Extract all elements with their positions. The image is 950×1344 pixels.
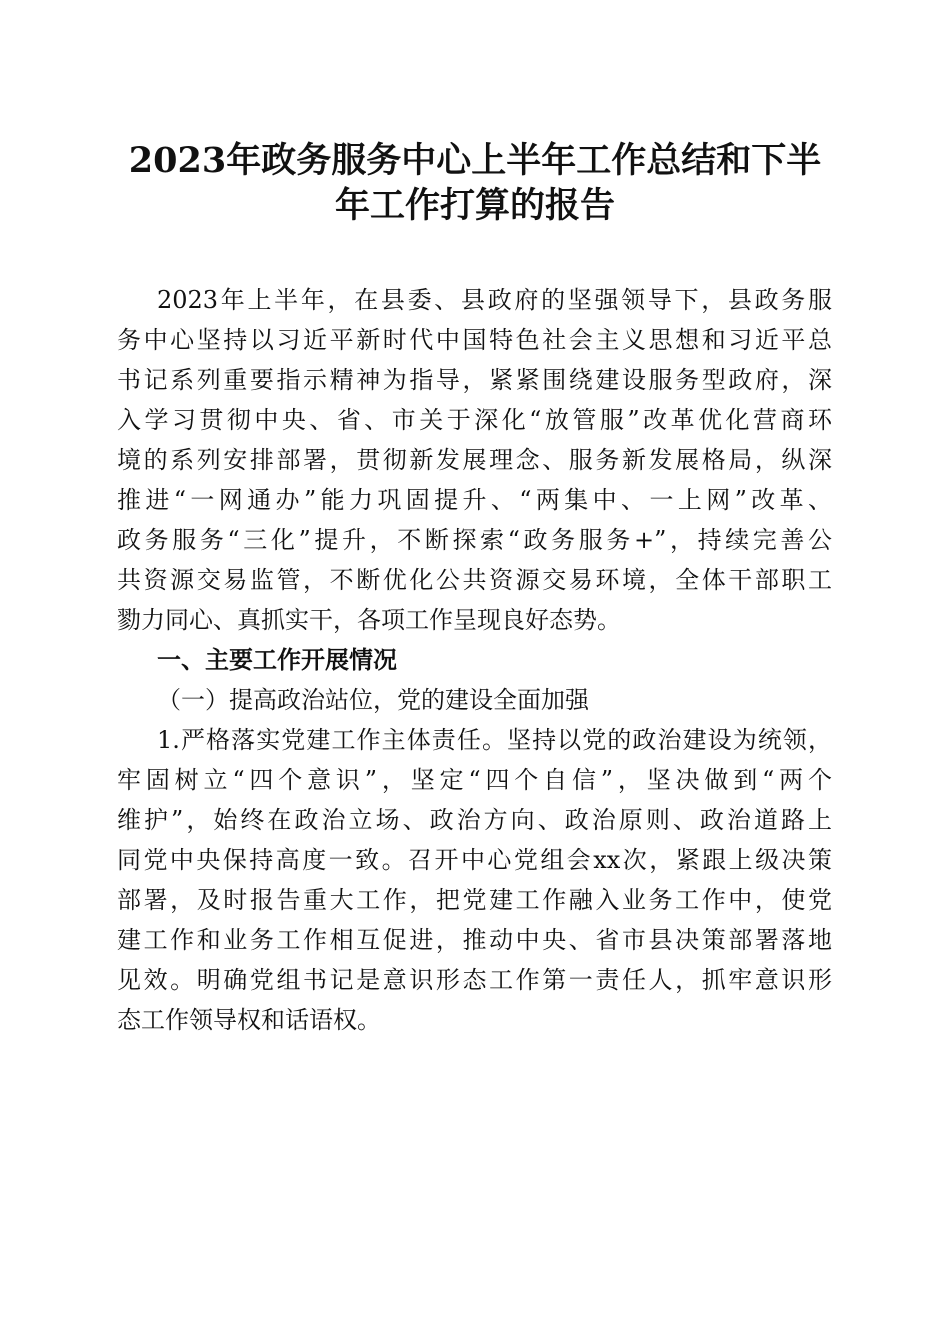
paragraph-line: 入学习贯彻中央、省、市关于深化“放管服”改革优化营商环 bbox=[117, 406, 832, 434]
paragraph-line: 境的系列安排部署，贯彻新发展理念、服务新发展格局，纵深 bbox=[117, 446, 832, 474]
paragraph-line: 勠力同心、真抓实干，各项工作呈现良好态势。 bbox=[117, 606, 621, 634]
paragraph-line: 务中心坚持以习近平新时代中国特色社会主义思想和习近平总 bbox=[117, 326, 832, 354]
document-body bbox=[117, 280, 832, 1040]
paragraph-line: 牢固树立“四个意识”，坚定“四个自信”，坚决做到“两个 bbox=[117, 766, 832, 794]
paragraph-line: 见效。明确党组书记是意识形态工作第一责任人，抓牢意识形 bbox=[117, 966, 832, 994]
paragraph-line: 部署，及时报告重大工作，把党建工作融入业务工作中，使党 bbox=[117, 886, 832, 914]
paragraph-line: 1.严格落实党建工作主体责任。坚持以党的政治建设为统领， bbox=[157, 726, 832, 754]
paragraph-line: 共资源交易监管，不断优化公共资源交易环境，全体干部职工 bbox=[117, 566, 832, 594]
title-line: 年工作打算的报告 bbox=[334, 185, 615, 226]
document-title bbox=[100, 138, 850, 228]
paragraph-line: 书记系列重要指示精神为指导，紧紧围绕建设服务型政府，深 bbox=[117, 366, 832, 394]
paragraph-line: 建工作和业务工作相互促进，推动中央、省市县决策部署落地 bbox=[117, 926, 832, 954]
subsection-heading: （一）提高政治站位，党的建设全面加强 bbox=[157, 686, 589, 714]
title-line: 2023年政务服务中心上半年工作总结和下半 bbox=[128, 140, 822, 181]
item-1-paragraph bbox=[117, 720, 832, 1040]
intro-paragraph bbox=[117, 280, 832, 640]
paragraph-line: 政务服务“三化”提升，不断探索“政务服务+”，持续完善公 bbox=[117, 526, 832, 554]
paragraph-line: 态工作领导权和话语权。 bbox=[117, 1006, 381, 1034]
paragraph-line: 2023年上半年，在县委、县政府的坚强领导下，县政务服 bbox=[157, 286, 832, 314]
paragraph-line: 维护”，始终在政治立场、政治方向、政治原则、政治道路上 bbox=[117, 806, 832, 834]
section-heading: 一、主要工作开展情况 bbox=[157, 646, 397, 674]
paragraph-line: 推进“一网通办”能力巩固提升、“两集中、一上网”改革、 bbox=[117, 486, 832, 514]
paragraph-line: 同党中央保持高度一致。召开中心党组会xx次，紧跟上级决策 bbox=[117, 846, 832, 874]
